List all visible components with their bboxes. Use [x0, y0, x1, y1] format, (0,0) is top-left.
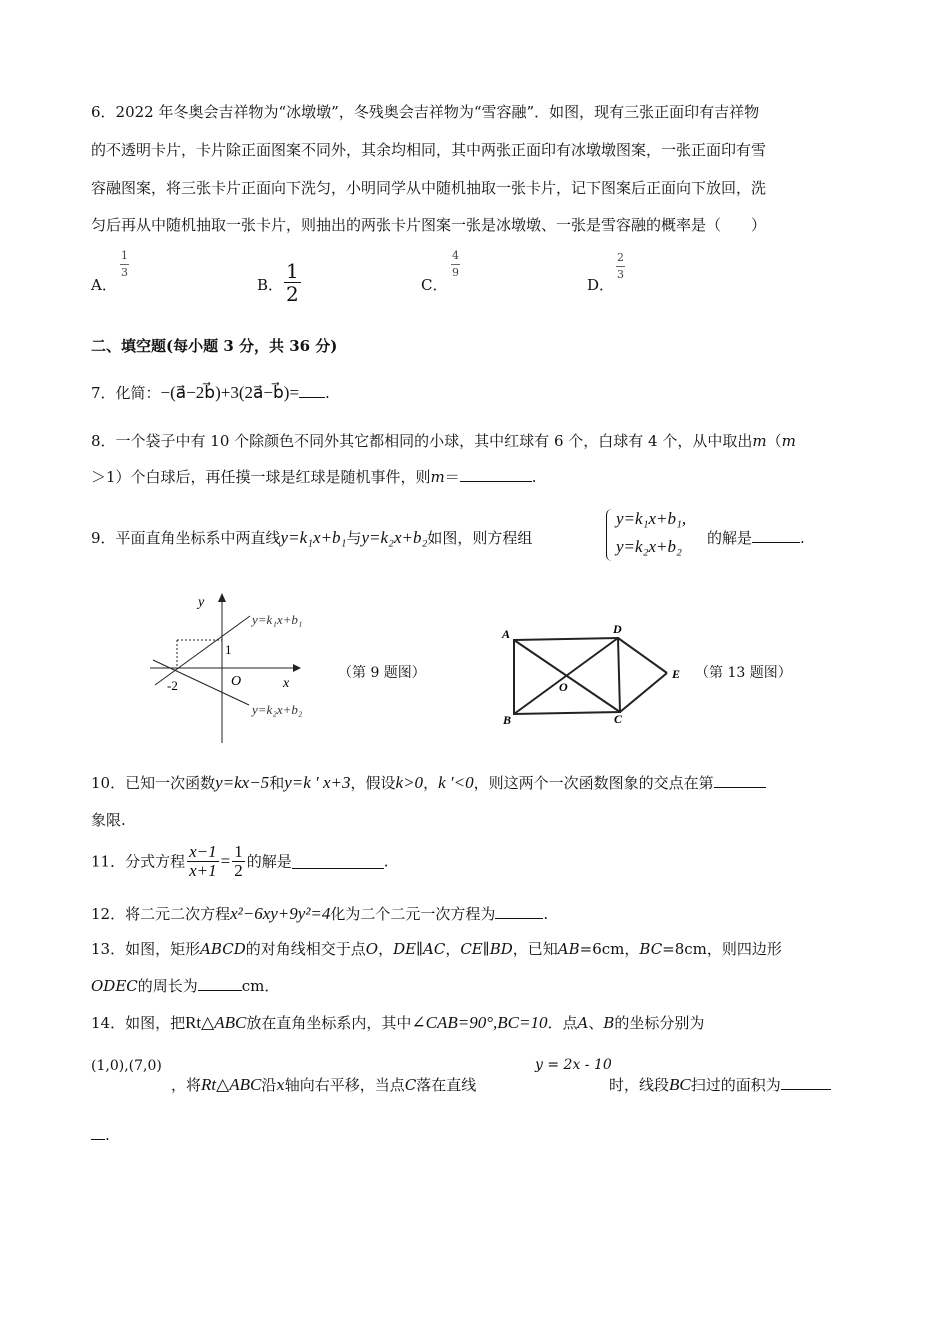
q10-eq-2: y=k ′ x+3: [284, 773, 351, 792]
q13-parallel-1: ∥: [416, 940, 423, 958]
q9-blank: [752, 528, 800, 543]
q14-end: .: [105, 1126, 110, 1144]
q9-and: 与: [346, 529, 362, 547]
point-d-label: D: [613, 622, 622, 636]
q14-rt: Rt: [185, 1013, 202, 1032]
q9-system-eq-2: y=k₂x+b₂: [616, 537, 682, 556]
q8-blank: [460, 467, 532, 482]
q14-c: C: [404, 1076, 417, 1094]
one-label: 1: [225, 642, 232, 657]
q9-after: 如图，则方程组: [427, 529, 533, 547]
q14-line-1: [91, 1012, 704, 1034]
option-d-label: D．: [587, 276, 615, 294]
q14-text-2b: 沿: [261, 1076, 277, 1094]
q9-system-eq-1: y=k₁x+b₁,: [616, 509, 687, 528]
q8-m-3: m: [430, 468, 445, 486]
q14-b: B: [603, 1014, 615, 1032]
q14-text-c: ．点: [547, 1014, 578, 1032]
q14-angle: ∠: [411, 1013, 426, 1032]
q14-coordinates: (1,0),(7,0): [91, 1058, 162, 1074]
q14-triangle: △: [201, 1013, 215, 1032]
q6-line-3: 容融图案，将三张卡片正面向下洗匀，小明同学从中随机抽取一张卡片，记下图案后正面向下放回，洗: [91, 179, 767, 197]
option-a-label: A．: [91, 276, 117, 294]
q13-ab-value: =6cm，: [579, 940, 640, 958]
q13-bd: BD: [489, 940, 513, 958]
y-axis-arrow: [218, 593, 226, 602]
q13-text-b: 的对角线相交于点: [245, 940, 366, 958]
q13-comma-2: ，: [445, 940, 461, 958]
origin-label: O: [231, 674, 242, 689]
q11-prefix: 11．分式方程: [91, 852, 186, 871]
q10-cond-1: k>0: [395, 773, 424, 792]
q14-a: A: [577, 1014, 589, 1032]
q10-prefix: 10．已知一次函数: [91, 774, 216, 792]
q13-ab: AB: [557, 940, 580, 958]
q12: [91, 903, 548, 925]
option-d-fraction: 2 3: [617, 251, 624, 281]
q14-text-d: 的坐标分别为: [614, 1014, 705, 1032]
x-axis-arrow: [293, 664, 301, 672]
q9-line-1-eq: y=k₁x+b₁: [280, 528, 347, 547]
q8-text-1: 8．一个袋子中有 10 个除颜色不同外其它都相同的小球，其中红球有 6 个，白球有 4 个，从中取出: [91, 432, 753, 450]
q13-ac: AC: [423, 940, 446, 958]
q14-blank-continued: [91, 1125, 105, 1140]
q11-end: .: [383, 852, 389, 871]
q9: [91, 527, 532, 549]
q14-abc-2: ABC: [229, 1075, 262, 1094]
q10-eq-1: y=kx−5: [215, 773, 270, 792]
q13-o: O: [365, 940, 379, 958]
q11-right-numerator: 1: [234, 842, 243, 861]
x-label: x: [283, 676, 290, 691]
q13-text-2: 的周长为: [137, 977, 198, 995]
line-2-label: y=k₂x+b₂: [252, 702, 303, 717]
q12-prefix: 12．将二元二次方程: [91, 905, 231, 923]
y-label: y: [198, 595, 205, 610]
q13-de: DE: [393, 940, 417, 958]
q6-line-2: 的不透明卡片，卡片除正面图案不同外，其余均相同，其中两张正面印有冰墩墩图案，一张正面印有雪: [91, 141, 767, 159]
q14-x: x: [276, 1076, 285, 1094]
q13-line-2: [91, 975, 279, 997]
q10-line-1: [91, 772, 766, 794]
q10-mid: ，假设: [350, 774, 396, 792]
q7-expression: −(a⃗−2b⃗)+3(2a⃗−b⃗)=: [160, 383, 300, 402]
segment-de: [618, 638, 667, 673]
q14-cab: CAB=90°,: [425, 1013, 498, 1032]
q14-rt-2: Rt: [201, 1075, 217, 1094]
q11-right-fraction: [232, 843, 245, 880]
q10-blank: [714, 773, 766, 788]
q14-line-function: y = 2x - 10: [535, 1057, 612, 1073]
q11-numerator: x−1: [189, 842, 217, 861]
neg-two-label: -2: [167, 678, 178, 693]
q13-text-c: ，已知: [512, 940, 558, 958]
figure-13-caption: （第 13 题图）: [695, 665, 792, 681]
point-c-label: C: [614, 712, 623, 726]
q14-bc-2: BC: [669, 1075, 691, 1094]
option-a-fraction: 1 3: [121, 249, 128, 279]
q13-unit: cm．: [241, 977, 280, 995]
q13-ce: CE: [460, 940, 483, 958]
q14-triangle-2: △: [216, 1075, 230, 1094]
q9-end: .: [800, 529, 805, 547]
q13-odec: ODEC: [91, 977, 138, 995]
q11-equals: =: [220, 851, 231, 871]
q12-end: .: [543, 905, 549, 923]
q11-blank: [292, 854, 384, 869]
q7-blank: [299, 383, 325, 398]
q9-prefix: 9．平面直角坐标系中两直线: [91, 529, 281, 547]
q12-blank: [495, 904, 543, 919]
q13-text-a: 13．如图，矩形: [91, 940, 201, 958]
q14-text-2d: 落在直线: [416, 1076, 477, 1094]
q13-parallel-2: ∥: [482, 940, 490, 958]
q7: [91, 382, 330, 404]
q14-line-2-b: [609, 1074, 831, 1095]
q8-eq: ＝: [444, 468, 460, 486]
q12-tail: 化为二个二元一次方程为: [330, 905, 496, 923]
q14-sep: 、: [588, 1014, 604, 1032]
q10-comma: ，: [423, 774, 439, 792]
q13-blank: [198, 976, 242, 991]
q13-bc-value: =8cm，则四边形: [662, 940, 782, 958]
q6-line-1: 6．2022 年冬奥会吉祥物为“冰墩墩”，冬残奥会吉祥物为“雪容融”．如图，现有三张正面印有吉祥物: [91, 103, 760, 121]
option-c-fraction: 4 9: [452, 249, 459, 279]
q10-cond-2: k ′<0: [438, 773, 474, 792]
q8-paren: （: [766, 432, 782, 450]
q6-line-4: 匀后再从中随机抽取一张卡片，则抽出的两张卡片图案一张是冰墩墩、一张是雪容融的概率是（ ）: [91, 216, 767, 234]
q14-abc: ABC: [214, 1013, 247, 1032]
q7-suffix: .: [325, 384, 330, 402]
q13-bc: BC: [639, 940, 663, 958]
figure-9-caption: （第 9 题图）: [338, 665, 426, 681]
q8-line-2: [91, 466, 537, 488]
option-b-fraction: 1 2: [286, 259, 299, 306]
q14-text-2e: 时，线段: [609, 1076, 670, 1094]
q8-m: m: [752, 432, 767, 450]
q9-tail: [707, 527, 805, 548]
q13-comma-1: ，: [378, 940, 394, 958]
q7-prefix: 7．化简：: [91, 384, 161, 402]
q9-tail-text: 的解是: [707, 529, 753, 547]
q13-line-1: [91, 938, 782, 960]
q14-text-a: 14．如图，把: [91, 1014, 186, 1032]
line-1-label: y=k₁x+b₁: [252, 612, 303, 627]
q14-bc-10: BC=10: [497, 1013, 548, 1032]
q11: [91, 843, 389, 880]
q11-left-fraction: [187, 843, 219, 880]
q14-text-2a: ，将: [171, 1076, 202, 1094]
q12-expression: x²−6xy+9y²=4: [230, 904, 331, 923]
q10-and: 和: [269, 774, 285, 792]
q14-line-3: [91, 1124, 110, 1146]
q11-right-denominator: 2: [234, 861, 243, 880]
point-e-label: E: [672, 667, 681, 681]
q14-line-2-a: [171, 1074, 476, 1095]
q8-line-1: [91, 430, 796, 452]
q9-line-2-eq: y=k₂x+b₂: [361, 528, 428, 547]
q8-text-2: ＞1）个白球后，再任摸一球是红球是随机事件，则: [91, 468, 431, 486]
figure-13-diagram: [495, 620, 695, 730]
q10-line-2: 象限.: [91, 811, 126, 829]
q11-denominator: x+1: [189, 861, 217, 880]
q13-abcd: ABCD: [200, 940, 246, 958]
q14-text-2f: 扫过的面积为: [690, 1076, 781, 1094]
option-b-label: B．: [257, 276, 284, 294]
q9-system-brace: [606, 509, 613, 561]
q14-text-2c: 轴向右平移，当点: [284, 1076, 405, 1094]
q14-text-b: 放在直角坐标系内，其中: [246, 1014, 412, 1032]
q10-tail: ，则这两个一次函数图象的交点在第: [473, 774, 714, 792]
figure-9-graph: [145, 588, 345, 748]
q14-blank: [781, 1075, 831, 1090]
segment-ce: [620, 673, 667, 712]
point-b-label: B: [503, 713, 512, 727]
point-a-label: A: [502, 627, 511, 641]
point-o-label: O: [559, 680, 568, 694]
q8-end: .: [531, 468, 537, 486]
q8-m-2: m: [781, 432, 796, 450]
q11-tail: 的解是: [246, 852, 292, 871]
option-c-label: C．: [421, 276, 448, 294]
section-heading: 二、填空题(每小题 3 分，共 36 分): [91, 337, 338, 355]
